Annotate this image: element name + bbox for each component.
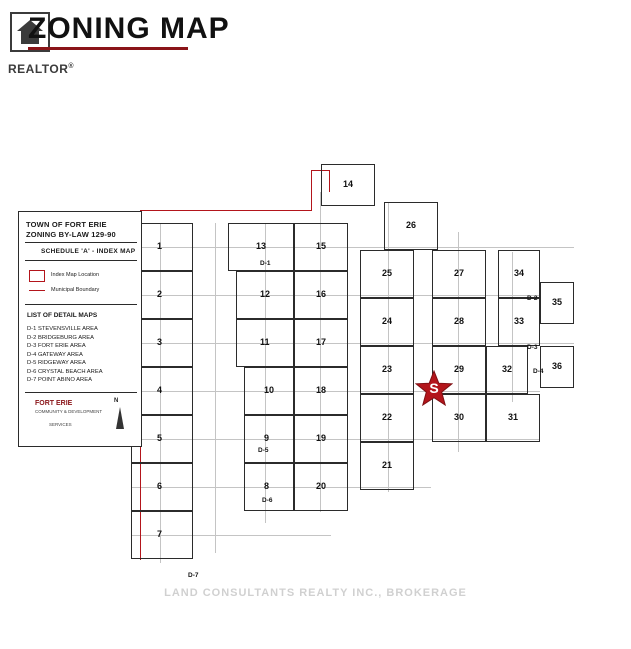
index-block-label: 21 bbox=[382, 460, 393, 470]
municipal-crest-tagline-2: SERVICES bbox=[49, 422, 72, 427]
detail-map-label-d-1[interactable]: D-1 bbox=[260, 260, 271, 267]
index-block-label: 28 bbox=[454, 316, 465, 326]
index-block-label: 33 bbox=[514, 316, 525, 326]
index-block-label: 5 bbox=[157, 433, 163, 443]
subject-property-star[interactable] bbox=[415, 370, 453, 408]
municipal-crest-name: FORT ERIE bbox=[35, 400, 73, 407]
index-block-label: 6 bbox=[157, 481, 163, 491]
index-block-label: 24 bbox=[382, 316, 393, 326]
index-block-label: 25 bbox=[382, 268, 393, 278]
legend-divider bbox=[25, 392, 137, 393]
detail-map-list-item: D-5 RIDGEWAY AREA bbox=[27, 360, 86, 366]
detail-map-list-item: D-7 POINT ABINO AREA bbox=[27, 377, 92, 383]
index-block-label: 23 bbox=[382, 364, 393, 374]
compass-needle-shape bbox=[116, 407, 124, 429]
index-block-label: 11 bbox=[260, 337, 270, 347]
index-block-label: 10 bbox=[264, 385, 275, 395]
index-block-label: 20 bbox=[316, 481, 327, 491]
index-block-label: 30 bbox=[454, 412, 465, 422]
detail-maps-heading: LIST OF DETAIL MAPS bbox=[27, 312, 98, 319]
road-line bbox=[215, 223, 216, 553]
legend-divider bbox=[25, 242, 137, 243]
detail-map-label-d-2[interactable]: D-2 bbox=[527, 295, 538, 302]
brokerage-watermark: LAND CONSULTANTS REALTY INC., BROKERAGE bbox=[164, 587, 467, 599]
road-line bbox=[131, 247, 574, 248]
realtor-wordmark bbox=[8, 62, 74, 76]
detail-map-label-d-7[interactable]: D-7 bbox=[188, 572, 199, 579]
detail-map-label-d-6[interactable]: D-6 bbox=[262, 497, 273, 504]
detail-maps-list bbox=[27, 325, 103, 385]
index-block-label: 2 bbox=[157, 289, 163, 299]
index-block-label: 27 bbox=[454, 268, 465, 278]
page-title: ZONING MAP bbox=[28, 12, 230, 45]
detail-map-list-item: D-4 GATEWAY AREA bbox=[27, 351, 83, 358]
index-block-label: 9 bbox=[264, 433, 270, 443]
index-block-label: 32 bbox=[502, 364, 513, 374]
zoning-index-map[interactable] bbox=[0, 92, 631, 649]
index-block-label: 22 bbox=[382, 412, 393, 422]
municipal-boundary-swatch-icon bbox=[29, 290, 45, 291]
detail-map-label-d-4[interactable]: D-4 bbox=[533, 368, 544, 375]
legend-title-line2: ZONING BY-LAW 129-90 bbox=[26, 230, 116, 239]
registered-trademark-symbol: ® bbox=[68, 63, 75, 70]
legend-divider bbox=[25, 304, 137, 305]
detail-map-label-d-5[interactable]: D-5 bbox=[258, 447, 269, 454]
realtor-wordmark-text: REALTOR bbox=[8, 62, 69, 76]
municipal-crest-tagline: COMMUNITY & DEVELOPMENT bbox=[35, 409, 103, 414]
index-block-label: 8 bbox=[264, 481, 270, 491]
index-block-label: 13 bbox=[256, 241, 267, 251]
index-block-label: 12 bbox=[260, 289, 271, 299]
index-block-label: 15 bbox=[316, 241, 327, 251]
detail-map-list-item: D-3 FORT ERIE AREA bbox=[27, 343, 86, 349]
index-block-label: 16 bbox=[316, 289, 327, 299]
legend-divider bbox=[25, 260, 137, 261]
index-block-label: 26 bbox=[406, 220, 417, 230]
municipal-boundary-segment bbox=[311, 170, 312, 210]
index-block-label: 4 bbox=[157, 385, 163, 395]
compass-north-label: N bbox=[114, 398, 119, 404]
index-map-location-swatch-icon bbox=[29, 270, 45, 282]
legend-title-line1: TOWN OF FORT ERIE bbox=[26, 220, 107, 229]
title-underline-rule bbox=[28, 47, 188, 50]
detail-map-label-d-3[interactable]: D-3 bbox=[527, 344, 538, 351]
detail-map-list-item: D-1 STEVENSVILLE AREA bbox=[27, 326, 98, 332]
index-block-label: 34 bbox=[514, 268, 525, 278]
compass-rose-icon bbox=[105, 398, 131, 436]
index-block-label: 7 bbox=[157, 529, 163, 539]
index-map-location-label: Index Map Location bbox=[51, 272, 100, 278]
detail-map-list-item: D-6 CRYSTAL BEACH AREA bbox=[27, 368, 103, 375]
index-block-label: 35 bbox=[552, 297, 563, 307]
index-block-label: 19 bbox=[316, 433, 327, 443]
page-header bbox=[0, 0, 631, 92]
municipal-boundary-segment bbox=[140, 210, 312, 211]
index-block-label: 31 bbox=[508, 412, 519, 422]
index-block-label: 36 bbox=[552, 361, 563, 371]
index-block-label: 29 bbox=[454, 364, 465, 374]
index-block-label: 3 bbox=[157, 337, 163, 347]
index-block-label: 1 bbox=[157, 241, 163, 251]
subject-star-label: S bbox=[429, 380, 439, 396]
detail-map-list-item: D-2 BRIDGEBURG AREA bbox=[27, 334, 95, 341]
index-block-label: 18 bbox=[316, 385, 327, 395]
index-block-label: 17 bbox=[316, 337, 327, 347]
map-legend bbox=[18, 211, 142, 447]
legend-subtitle: SCHEDULE 'A' - INDEX MAP bbox=[41, 248, 136, 255]
index-block-label: 14 bbox=[343, 179, 354, 189]
municipal-boundary-label: Municipal Boundary bbox=[51, 287, 100, 293]
